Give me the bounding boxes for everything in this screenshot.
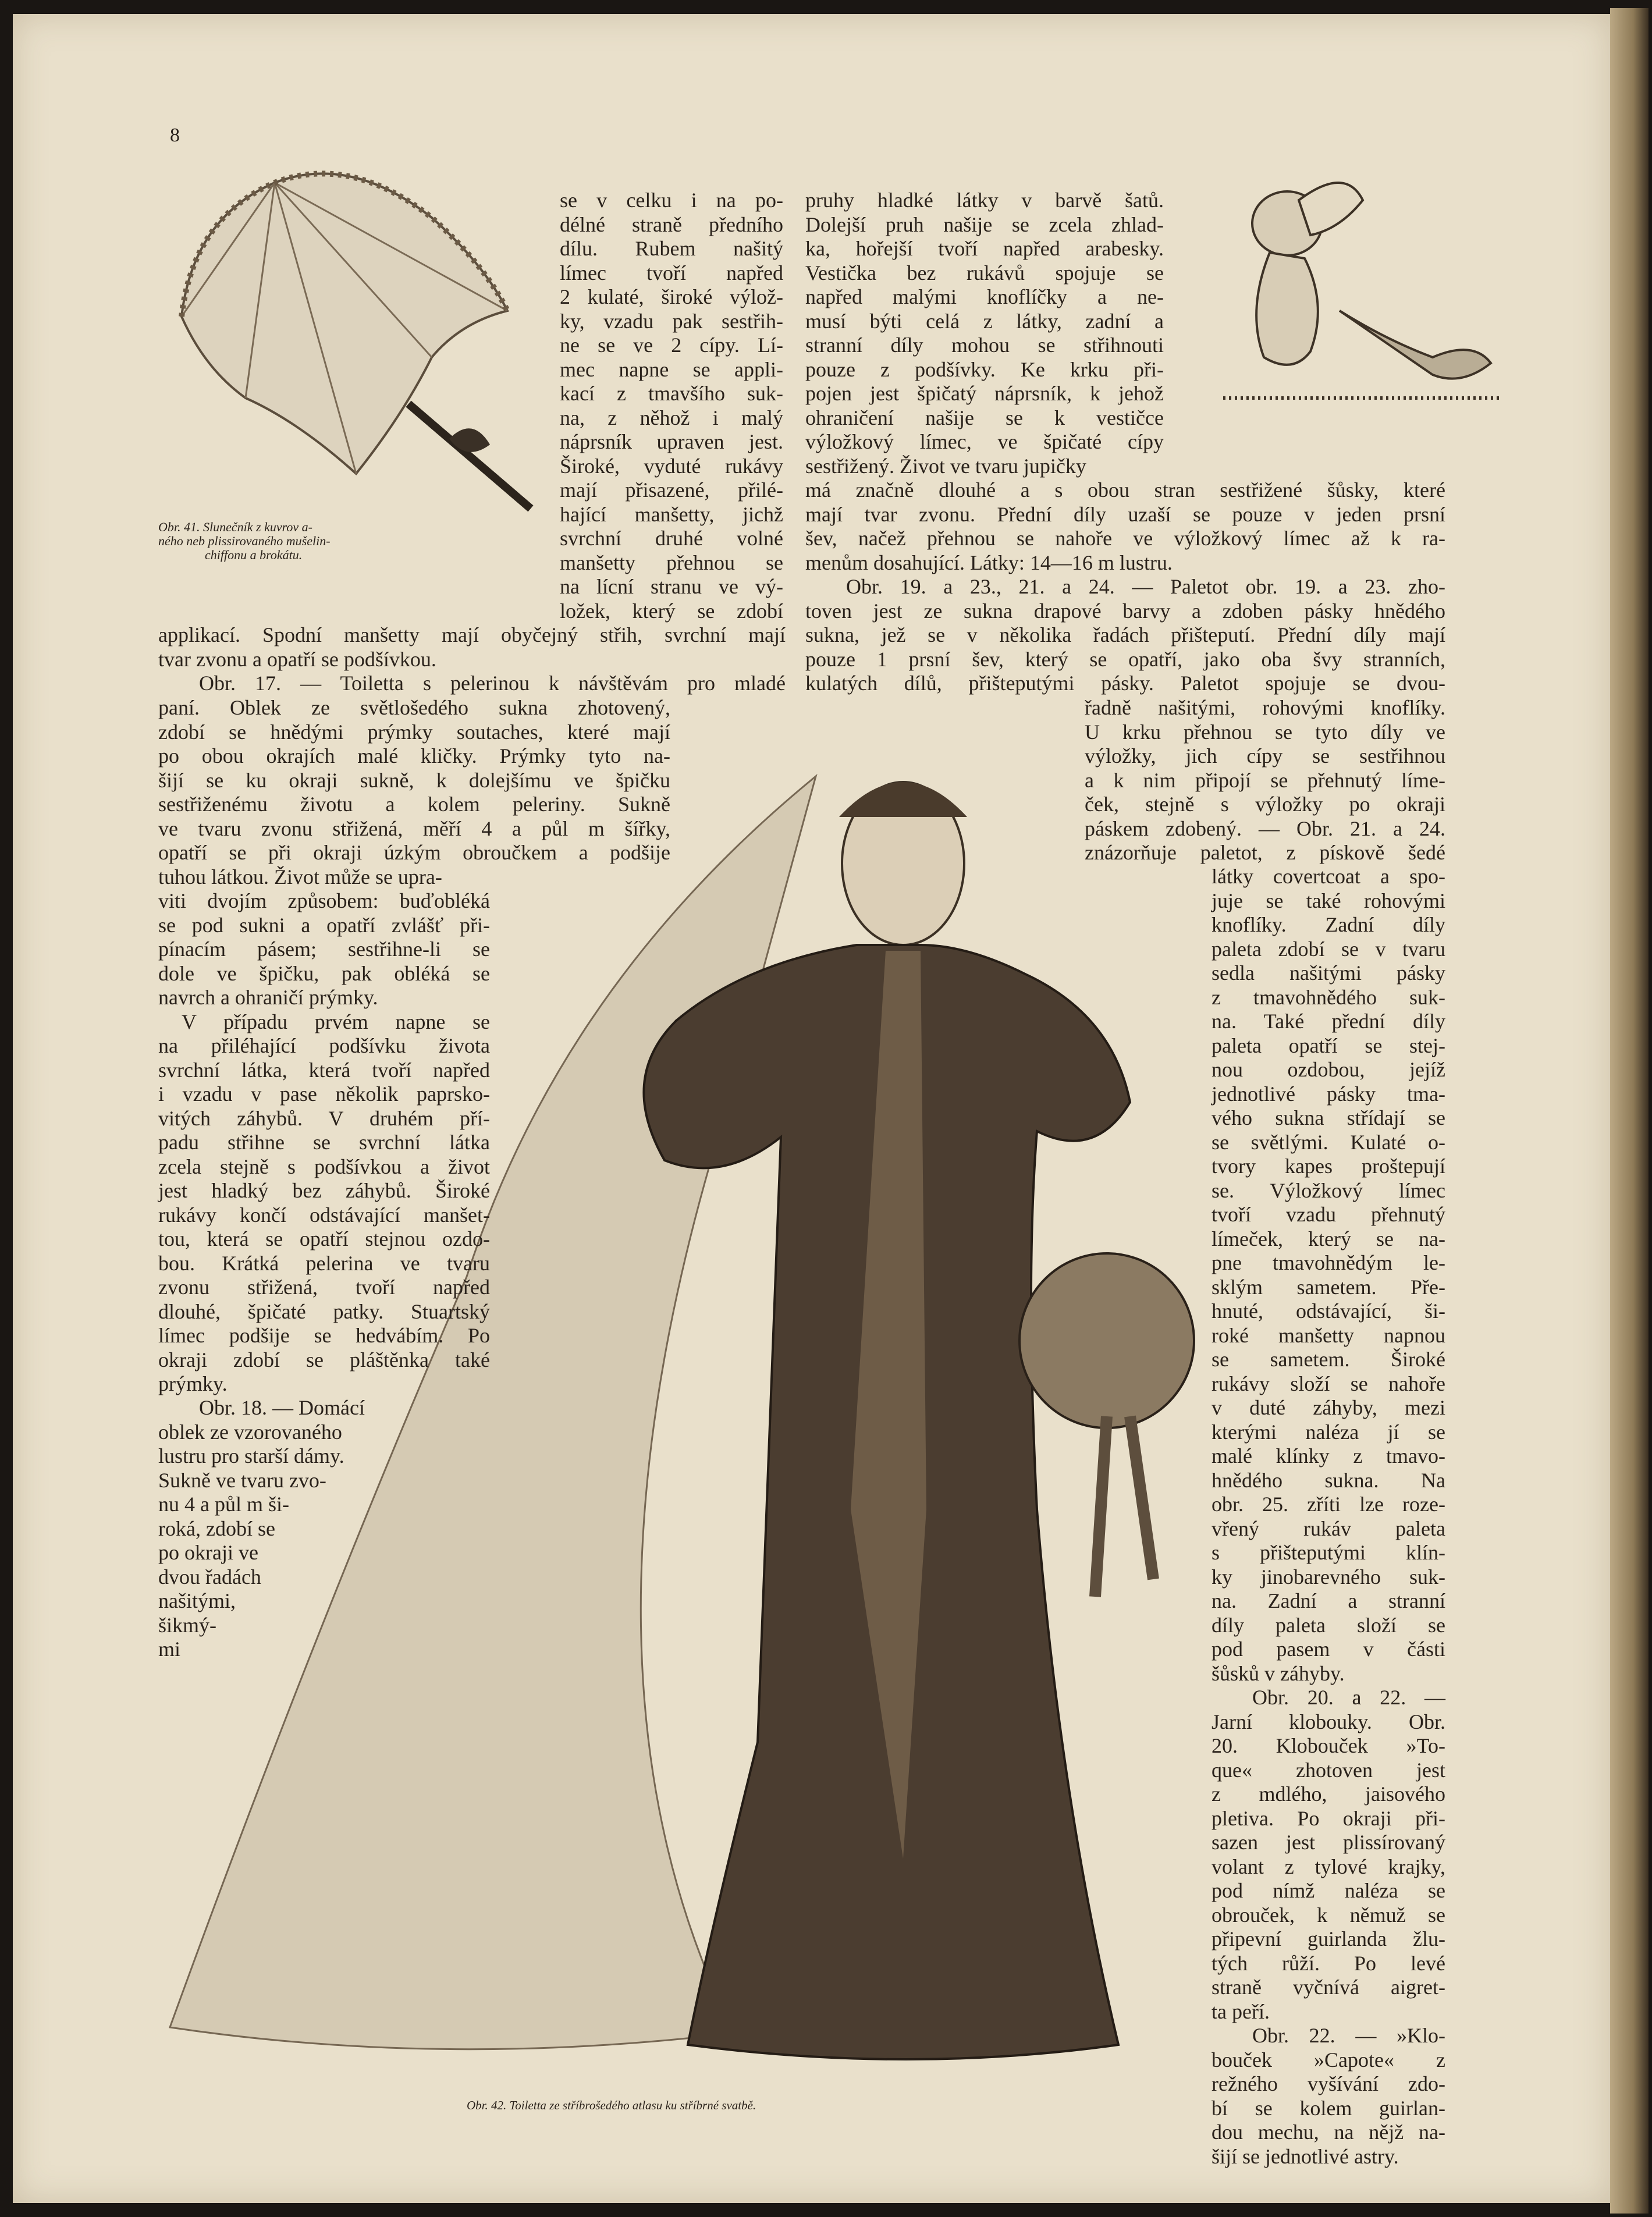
text-line: po obou okrajích malé kličky. Prýmky tyto na- <box>158 744 670 768</box>
text-line: se v celku i na po- <box>560 189 783 212</box>
column1-bottom-text <box>158 1396 449 1662</box>
text-line: Jarní klobouky. Obr. <box>1212 1710 1445 1733</box>
text-line: sedla našitými pásky <box>1212 961 1445 985</box>
text-line: sestřižený. Život ve tvaru jupičky <box>805 454 1086 478</box>
text-line: límec tvoří napřed <box>560 261 783 285</box>
text-line: pne tmavohnědým le- <box>1212 1251 1445 1274</box>
column2-top-text <box>805 189 1164 478</box>
text-line: ohraničení našije se k vestičce <box>805 406 1164 429</box>
text-line: pod pasem v části <box>1212 1637 1445 1661</box>
text-line: obr. 25. zříti lze roze- <box>1212 1493 1445 1516</box>
text-line: díly paleta složí se <box>1212 1613 1445 1637</box>
text-line: pruhy hladké látky v barvě šatů. <box>805 189 1164 212</box>
text-line: se. Výložkový límec <box>1212 1178 1445 1202</box>
text-line: hnuté, odstávající, ši- <box>1212 1299 1445 1323</box>
text-line: prýmky. <box>158 1372 228 1395</box>
text-line: paleta zdobí se v tvaru <box>1212 937 1445 961</box>
text-line: Obr. 22. — »Klo- <box>1252 2024 1445 2047</box>
text-line: řadně našitými, rohovými knoflíky. <box>1085 696 1445 719</box>
text-line: se pod sukni a opatří zvlášť při- <box>158 913 490 937</box>
text-line: připevní guirlanda žlu- <box>1212 1927 1445 1950</box>
text-line: ky jinobarevného suk- <box>1212 1565 1445 1589</box>
text-line: V případu prvém napne se <box>182 1010 490 1033</box>
text-line: stranní díly mohou se střihnouti <box>805 333 1164 357</box>
text-line: Vestička bez rukávů spojuje se <box>805 261 1164 285</box>
text-line: obrouček, k němuž se <box>1212 1903 1445 1927</box>
text-line: sazen jest plissírovaný <box>1212 1831 1445 1854</box>
text-line: navrch a ohraničí prýmky. <box>158 986 378 1009</box>
text-line: mají tvar zvonu. Přední díly uzaší se pouze v jeden prsní <box>805 502 1445 526</box>
text-line: znázorňuje paletot, z pískově šedé <box>1085 841 1445 864</box>
text-line: svrchní látka, která tvoří napřed <box>158 1058 490 1082</box>
text-line: výložky, jich cípy se sestřihnou <box>1085 744 1445 768</box>
text-line: na. Také přední díly <box>1212 1010 1445 1033</box>
text-line: šev, načež přehnou se nahoře ve výložkový límec až k ra- <box>805 527 1445 550</box>
text-line: na lícní stranu ve vý- <box>560 575 783 598</box>
text-line: Obr. 18. — Domácí <box>199 1396 365 1419</box>
text-line: má značně dlouhé a s obou stran sestřižené šůsky, které <box>805 478 1445 502</box>
column1-full-text <box>158 623 786 696</box>
text-line: na přiléhající podšívku života <box>158 1034 490 1057</box>
text-line: ka, hořejší tvoří napřed arabesky. <box>805 237 1164 260</box>
magazine-page <box>13 14 1610 2203</box>
text-line: mi <box>158 1637 181 1661</box>
text-line: rukávy složí se nahoře <box>1212 1372 1445 1395</box>
text-line: i vzadu v pase několik paprsko- <box>158 1082 490 1106</box>
text-line: vitých záhybů. V druhém pří- <box>158 1106 490 1130</box>
text-line: rukávy končí odstávající manšet- <box>158 1203 490 1227</box>
text-line: knoflíky. Zadní díly <box>1212 913 1445 936</box>
umbrella-illustration <box>158 148 542 520</box>
text-line: jednotlivé pásky tma- <box>1212 1082 1445 1106</box>
text-line: dlouhé, špičaté patky. Stuartský <box>158 1299 490 1323</box>
column2-mid-text <box>1085 696 1445 865</box>
text-line: a k nim připojí se přehnutý líme- <box>1085 768 1445 792</box>
text-line: nou ozdobou, jejíž <box>1212 1058 1445 1081</box>
text-line: náprsník upraven jest. <box>560 430 783 453</box>
text-line: dole ve špičku, pak obléká se <box>158 961 490 985</box>
text-line: paní. Oblek ze světlošedého sukna zhotovený, <box>158 696 670 719</box>
text-line: šikmý- <box>158 1613 217 1637</box>
text-line: nu 4 a půl m ši- <box>158 1493 289 1516</box>
text-line: tvory kapes proštepují <box>1212 1154 1445 1178</box>
text-line: opatří se při okraji úzkým obroučkem a podšije <box>158 841 670 864</box>
text-line: ček, stejně s výložky po okraji <box>1085 793 1445 816</box>
text-line: svrchní druhé volné <box>560 527 783 550</box>
text-line: sklým sametem. Pře- <box>1212 1275 1445 1299</box>
text-line: jest hladký bez záhybů. Široké <box>158 1179 490 1202</box>
text-line: pletiva. Po okraji při- <box>1212 1806 1445 1830</box>
column1-mid-text <box>158 696 670 889</box>
text-line: sukna, jež se v několika řadách přišteputí. Přední díly mají <box>805 623 1445 646</box>
text-line: hající manšetty, jichž <box>560 502 783 526</box>
text-line: z mdlého, jaisového <box>1212 1782 1445 1806</box>
text-line: oblek ze vzorovaného <box>158 1420 342 1444</box>
text-line: se sametem. Široké <box>1212 1348 1445 1371</box>
text-line: našitými, <box>158 1589 236 1612</box>
text-line: vého sukna střídají se <box>1212 1106 1445 1129</box>
text-line: hnědého sukna. Na <box>1212 1468 1445 1492</box>
text-line: zcela stejně s podšívkou a život <box>158 1154 490 1178</box>
text-line: látky covertcoat a spo- <box>1212 865 1445 888</box>
text-line: zvonu střižená, tvoří napřed <box>158 1276 490 1299</box>
text-line: ta peří. <box>1212 1999 1270 2023</box>
text-line: Obr. 17. — Toiletta s pelerinou k návštěvám pro mladé <box>199 672 786 695</box>
text-line: pouze 1 prsní šev, který se opatří, jako oba švy stranních, <box>805 647 1445 671</box>
adjacent-page-edge <box>1610 8 1649 2214</box>
text-line: šijí se jednotlivé astry. <box>1212 2144 1399 2168</box>
text-line: límec podšije se hedvábím. Po <box>158 1324 490 1347</box>
text-line: okraji zdobí se pláštěnka také <box>158 1348 490 1372</box>
text-line: Obr. 19. a 23., 21. a 24. — Paletot obr. 19. a 23. zho- <box>846 575 1445 598</box>
text-line: mají přisazené, přilé- <box>560 478 783 502</box>
text-line: pod nímž naléza se <box>1212 1879 1445 1902</box>
text-line: bí se kolem guirlan- <box>1212 2096 1445 2120</box>
text-line: mec napne se appli- <box>560 357 783 381</box>
text-line: manšetty přehnou se <box>560 550 783 574</box>
text-line: výložkový límec, ve špičaté cípy <box>805 430 1164 453</box>
text-line: délné straně předního <box>560 212 783 236</box>
text-line: malé klínky z tmavo- <box>1212 1444 1445 1468</box>
text-line: šijí se ku okraji sukně, k dolejšímu ve špičku <box>158 768 670 792</box>
caption-line: Obr. 41. Slunečník z kuvrov a- <box>158 520 312 534</box>
text-line: toven jest ze sukna drapové barvy a zdoben pásky hnědého <box>805 599 1445 623</box>
text-line: na, z něhož i malý <box>560 406 783 429</box>
text-line: juje se také rohovými <box>1212 889 1445 912</box>
text-line: tuhou látkou. Život může se upra- <box>158 865 442 889</box>
caption-line: chiffonu a brokátu. <box>205 548 303 562</box>
text-line: viti dvojím způsobem: buďobléká <box>158 889 490 912</box>
text-line: tých růží. Po levé <box>1212 1951 1445 1975</box>
caption-line: ného neb plissirovaného mušelin- <box>158 534 331 548</box>
text-line: U krku přehnou se tyto díly ve <box>1085 720 1445 744</box>
text-line: menům dosahující. Látky: 14—16 m lustru. <box>805 550 1173 574</box>
text-line: dílu. Rubem našitý <box>560 237 783 260</box>
text-line: s přišteputými klín- <box>1212 1541 1445 1564</box>
text-line: ne se ve 2 cípy. Lí- <box>560 333 783 357</box>
text-line: pínacím pásem; sestřihne-li se <box>158 937 490 961</box>
column1-top-text <box>560 189 783 623</box>
text-line: Sukně ve tvaru zvo- <box>158 1468 326 1492</box>
text-line: kací z tmavšího suk- <box>560 382 783 405</box>
text-line: paleta opatří se stej- <box>1212 1033 1445 1057</box>
text-line: sestřiženému životu a kolem peleriny. Sukně <box>158 793 670 816</box>
column2-narrow-text <box>1212 865 1445 2169</box>
text-line: režného vyšívání zdo- <box>1212 2072 1445 2095</box>
text-line: pojen jest špičatý náprsník, k jehož <box>805 382 1164 405</box>
text-line: applikací. Spodní manšetty mají obyčejný střih, svrchní mají <box>158 623 786 646</box>
text-line: padu střihne se svrchní látka <box>158 1131 490 1154</box>
cherub-illustration <box>1212 165 1514 410</box>
text-line: páskem zdobený. — Obr. 21. a 24. <box>1085 816 1445 840</box>
column2-full-text <box>805 478 1445 696</box>
text-line: ložek, který se zdobí <box>560 599 783 623</box>
text-line: šůsků v záhyby. <box>1212 1661 1345 1685</box>
text-line: Obr. 20. a 22. — <box>1252 1686 1445 1709</box>
text-line: bou. Krátká pelerina ve tvaru <box>158 1251 490 1275</box>
text-line: ky, vzadu pak sestřih- <box>560 309 783 333</box>
text-line: que« zhotoven jest <box>1212 1758 1445 1782</box>
text-line: lustru pro starší dámy. <box>158 1444 344 1468</box>
text-line: zdobí se hnědými prýmky soutaches, které mají <box>158 720 670 744</box>
text-line: vřený rukáv paleta <box>1212 1516 1445 1540</box>
text-line: tvar zvonu a opatří se podšívkou. <box>158 647 436 671</box>
umbrella-caption <box>158 520 426 562</box>
text-line: napřed malými knoflíčky a ne- <box>805 285 1164 308</box>
text-line: Široké, vyduté rukávy <box>560 454 783 478</box>
column1-narrow-text <box>158 889 490 1397</box>
page-number: 8 <box>170 125 180 146</box>
text-line: kterými naléza jí se <box>1212 1420 1445 1444</box>
text-line: musí býti celá z látky, zadní a <box>805 309 1164 333</box>
text-line: dou mechu, na nějž na- <box>1212 2120 1445 2144</box>
text-line: volant z tylové krajky, <box>1212 1854 1445 1878</box>
text-line: límeček, který se na- <box>1212 1227 1445 1250</box>
text-line: po okraji ve <box>158 1541 258 1564</box>
text-line: tvoří vzadu přehnutý <box>1212 1203 1445 1226</box>
text-line: straně vyčnívá aigret- <box>1212 1976 1445 1999</box>
text-line: 2 kulaté, široké výlož- <box>560 285 783 308</box>
text-line: kulatých dílů, přišteputými pásky. Paletot spojuje se dvou- <box>805 672 1445 695</box>
text-line: z tmavohnědého suk- <box>1212 985 1445 1009</box>
text-line: v duté záhyby, mezi <box>1212 1396 1445 1419</box>
text-line: dvou řadách <box>158 1565 261 1589</box>
text-line: roká, zdobí se <box>158 1516 275 1540</box>
text-line: na. Zadní a stranní <box>1212 1589 1445 1612</box>
text-line: pouze z podšívky. Ke krku při- <box>805 357 1164 381</box>
text-line: bouček »Capote« z <box>1212 2048 1445 2072</box>
dress-caption: Obr. 42. Toiletta ze stříbrošedého atlasu ku stříbrné svatbě. <box>467 2098 756 2112</box>
text-line: tou, která se opatří stejnou ozdo- <box>158 1227 490 1250</box>
text-line: ve tvaru zvonu střižená, měří 4 a půl m šířky, <box>158 816 670 840</box>
text-line: roké manšetty napnou <box>1212 1323 1445 1347</box>
text-line: 20. Klobouček »To- <box>1212 1734 1445 1757</box>
text-line: se světlými. Kulaté o- <box>1212 1130 1445 1154</box>
text-line: Dolejší pruh našije se zcela zhlad- <box>805 212 1164 236</box>
